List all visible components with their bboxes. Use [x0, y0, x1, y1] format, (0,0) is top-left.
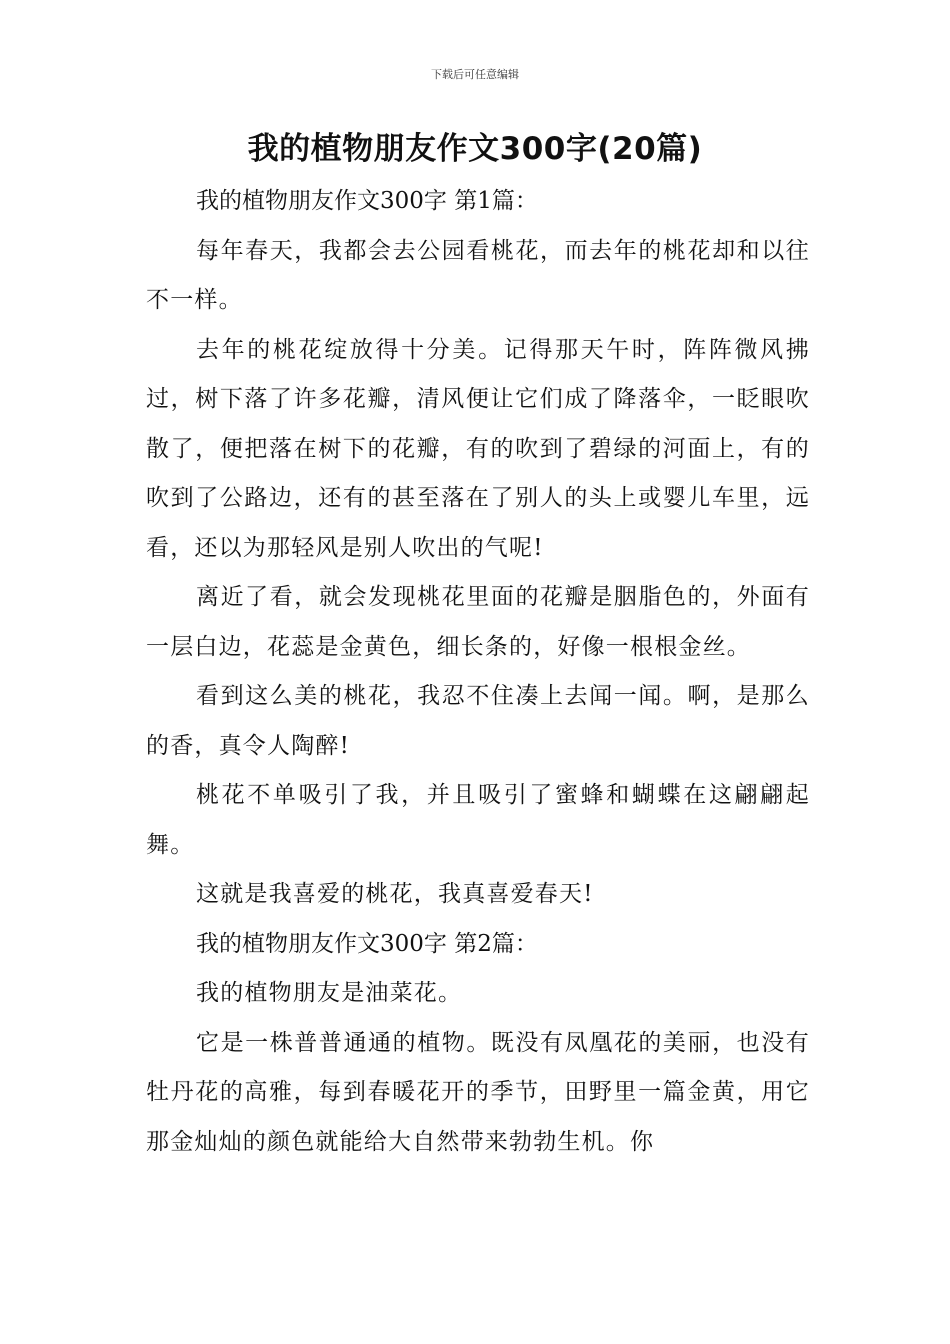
paragraph: 看到这么美的桃花，我忍不住凑上去闻一闻。啊，是那么的香，真令人陶醉! — [146, 683, 810, 759]
paragraph: 每年春天，我都会去公园看桃花，而去年的桃花却和以往不一样。 — [146, 237, 810, 313]
paragraph: 我的植物朋友是油菜花。 — [196, 980, 463, 1006]
page-title: 我的植物朋友作文300字(20篇) — [247, 131, 703, 167]
paragraph: 这就是我喜爱的桃花，我真喜爱春天! — [196, 881, 594, 907]
section-heading-1: 我的植物朋友作文300字 第1篇： — [196, 188, 538, 214]
paragraph: 它是一株普普通通的植物。既没有凤凰花的美丽，也没有牡丹花的高雅，每到春暖花开的季节，田野里一篇金黄，用它那金灿灿的颜色就能给大自然带来勃勃生机。你 — [146, 1029, 810, 1155]
header-note: 下载后可任意编辑 — [431, 68, 519, 81]
paragraph: 桃花不单吸引了我，并且吸引了蜜蜂和蝴蝶在这翩翩起舞。 — [146, 782, 810, 858]
paragraph: 去年的桃花绽放得十分美。记得那天午时，阵阵微风拂过，树下落了许多花瓣，清风便让它们成了降落伞，一眨眼吹散了，便把落在树下的花瓣，有的吹到了碧绿的河面上，有的吹到了公路边，还有的甚至落在了别人的头上或婴儿车里，远看，还以为那轻风是别人吹出的气呢! — [146, 336, 810, 561]
article-body — [146, 177, 810, 1167]
paragraph: 离近了看，就会发现桃花里面的花瓣是胭脂色的，外面有一层白边，花蕊是金黄色，细长条的，好像一根根金丝。 — [146, 584, 810, 660]
section-heading-2: 我的植物朋友作文300字 第2篇： — [196, 930, 538, 957]
